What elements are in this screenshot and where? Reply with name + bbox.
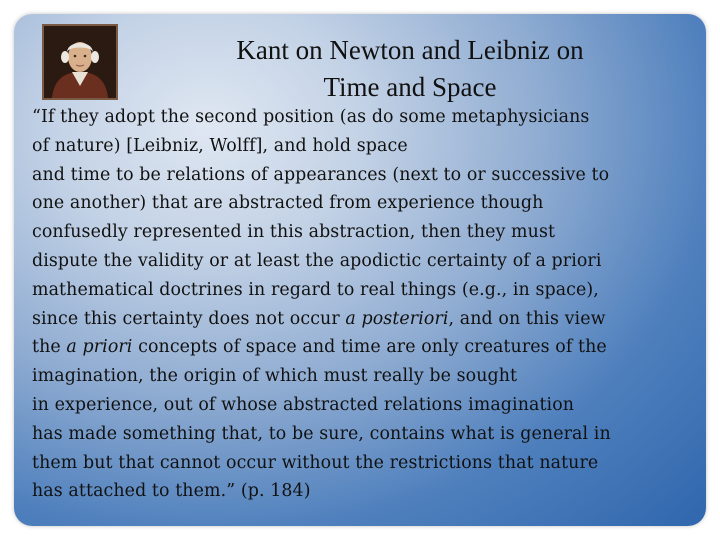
quote-line [32, 161, 702, 190]
quote-text: concepts of space and time are only creatures of the [132, 337, 607, 358]
quote-text: one another) that are abstracted from experience though [32, 193, 544, 214]
quote-text: dispute the validity or at least the apodictic certainty of a priori [32, 250, 602, 271]
quote-text: in experience, out of whose abstracted relations imagination [32, 394, 575, 415]
quote-line [32, 333, 702, 362]
quote-text: has attached to them.” (p. 184) [32, 481, 311, 502]
quote-line [32, 132, 702, 161]
quote-text: them but that cannot occur without the restrictions that nature [32, 452, 599, 473]
quote-text: confusedly represented in this abstraction, then they must [32, 222, 556, 243]
quote-text: of nature) [Leibniz, Wolff], and hold space [32, 135, 408, 156]
quote-text: “If they adopt the second position (as do some metaphysicians [32, 107, 590, 127]
quote-line [32, 305, 702, 334]
slide-title [150, 32, 670, 106]
quote-text: mathematical doctrines in regard to real things (e.g., in space), [32, 279, 599, 300]
quote-text: the [32, 337, 67, 358]
quote-line [32, 420, 702, 449]
kant-quote [32, 103, 702, 506]
quote-italic-text: a priori [66, 337, 133, 358]
slide-title-line-1: Kant on Newton and Leibniz on [236, 35, 584, 65]
kant-portrait-icon [44, 26, 116, 98]
quote-line [32, 247, 702, 276]
slide-title-line-2: Time and Space [323, 72, 497, 102]
quote-line [32, 218, 702, 247]
quote-text: imagination, the origin of which must really be sought [32, 366, 518, 387]
quote-line [32, 103, 702, 132]
quote-line [32, 391, 702, 420]
quote-italic-text: a posteriori [345, 308, 449, 329]
quote-line [32, 449, 702, 478]
portrait-image [42, 24, 118, 100]
quote-text: since this certainty does not occur [32, 308, 346, 329]
quote-line [32, 477, 702, 506]
quote-line [32, 189, 702, 218]
quote-text: has made something that, to be sure, contains what is general in [32, 423, 611, 444]
quote-text: , and on this view [448, 308, 606, 329]
quote-line [32, 276, 702, 305]
quote-line [32, 362, 702, 391]
quote-text: and time to be relations of appearances (next to or successive to [32, 164, 610, 185]
